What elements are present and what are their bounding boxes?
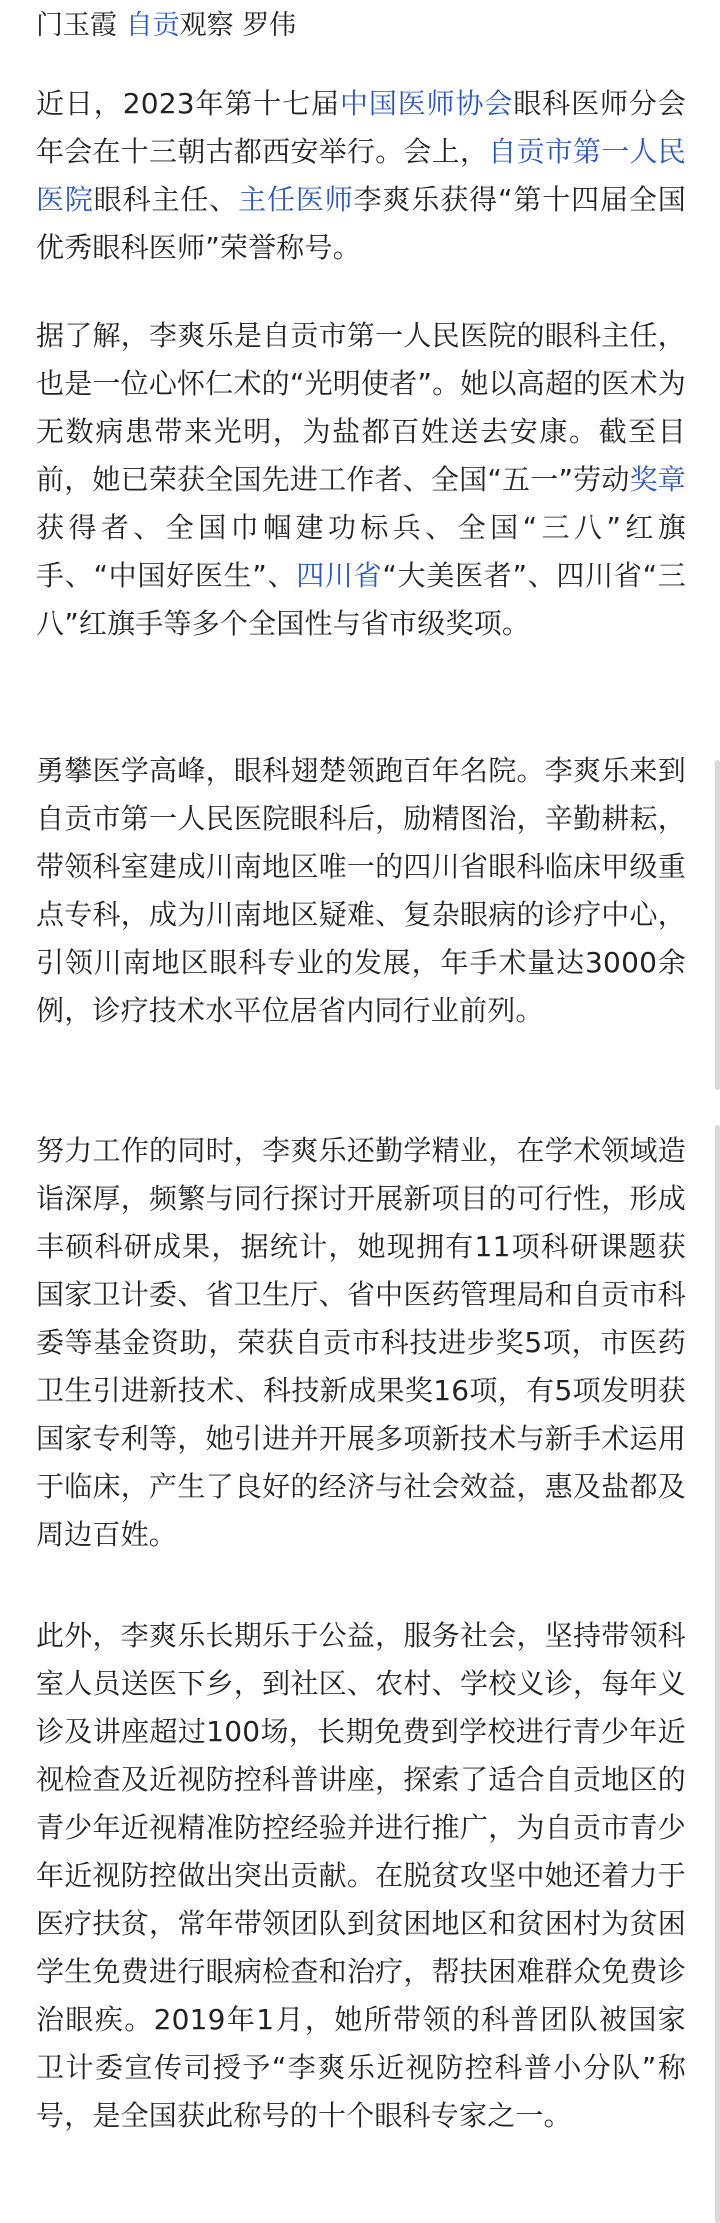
outlet-name: 观察 [179, 10, 234, 41]
paragraph-text: 此外，李爽乐长期乐于公益，服务社会，坚持带领科室人员送医下乡，到社区、农村、学校义诊，每年义诊及讲座超过100场，长期免费到学校进行青少年近视检查及近视防控科普讲座，探索了适合自贡地区的青少年近视精准防控经验并进行推广，为自贡市青少年近视防控做出突出贡献。在脱贫攻坚中她还着力于医疗扶贫，常年带领团队到贫困地区和贫困村为贫困学生免费进行眼病检查和治疗，帮扶困难群众免费诊治眼疾。2019年1月，她所带领的科普团队被国家卫计委宣传司授予“李爽乐近视防控科普小分队”称号，是全国获此称号的十个眼科专家之一。 [36, 1619, 686, 2132]
paragraph-text: 眼科主任、 [93, 183, 239, 216]
paragraph-5 [36, 1612, 686, 2140]
paragraph-text: 获得者、全国巾帼建功标兵、全国“三八”红旗手、“中国好医生”、 [36, 511, 686, 592]
inline-link[interactable]: 中国医师协会 [339, 87, 514, 120]
inline-link[interactable]: 四川省 [296, 559, 383, 592]
paragraph-text: 近日，2023年第十七届 [36, 87, 340, 120]
paragraph-text: “大美医者”、四川省“三八”红旗手等多个全国性与省市级奖项。 [36, 559, 687, 640]
paragraph-text: 勇攀医学高峰，眼科翅楚领跑百年名院。李爽乐来到自贡市第一人民医院眼科后，励精图治，辛勤耕耘，带领科室建成川南地区唯一的四川省眼科临床甲级重点专科，成为川南地区疑难、复杂眼病的诊疗中心，引领川南地区眼科专业的发展，年手术量达3000余例，诊疗技术水平位居省内同行业前列。 [36, 754, 686, 1027]
paragraph-4 [36, 1127, 686, 1559]
scrollbar-track-lower[interactable] [715, 1125, 720, 2223]
paragraph-2 [36, 312, 686, 648]
author-name: 门玉霞 [36, 10, 117, 41]
paragraph-3 [36, 747, 686, 1035]
inline-link[interactable]: 奖章 [629, 463, 687, 496]
outlet-link[interactable]: 自贡 [125, 10, 180, 41]
paragraph-text: 据了解，李爽乐是自贡市第一人民医院的眼科主任，也是一位心怀仁术的“光明使者”。她以高超的医术为无数病患带来光明，为盐都百姓送去安康。截至目前，她已荣获全国先进工作者、全国“五一”劳动 [36, 319, 686, 496]
paragraph-1 [36, 80, 686, 272]
inline-link[interactable]: 主任医师 [238, 183, 354, 216]
article-body [36, 0, 687, 2132]
scrollbar-track-upper[interactable] [715, 760, 720, 1090]
paragraph-text: 努力工作的同时，李爽乐还勤学精业，在学术领域造诣深厚，频繁与同行探讨开展新项目的可行性，形成丰硕科研成果，据统计，她现拥有11项科研课题获国家卫计委、省卫生厅、省中医药管理局和自贡市科委等基金资助，荣获自贡市科技进步奖5项，市医药卫生引进新技术、科技新成果奖16项，有5项发明获国家专利等，她引进并开展多项新技术与新手术运用于临床，产生了良好的经济与社会效益，惠及盐都及周边百姓。 [36, 1134, 686, 1551]
inline-link[interactable]: 自贡市第一人民医院 [36, 135, 686, 216]
byline [36, 0, 686, 52]
paragraph-text: 李爽乐获得“第十四届全国优秀眼科医师”荣誉称号。 [36, 183, 686, 264]
paragraph-text: 眼科医师分会年会在十三朝古都西安举行。会上， [36, 87, 687, 168]
author-name-2: 罗伟 [242, 10, 297, 41]
